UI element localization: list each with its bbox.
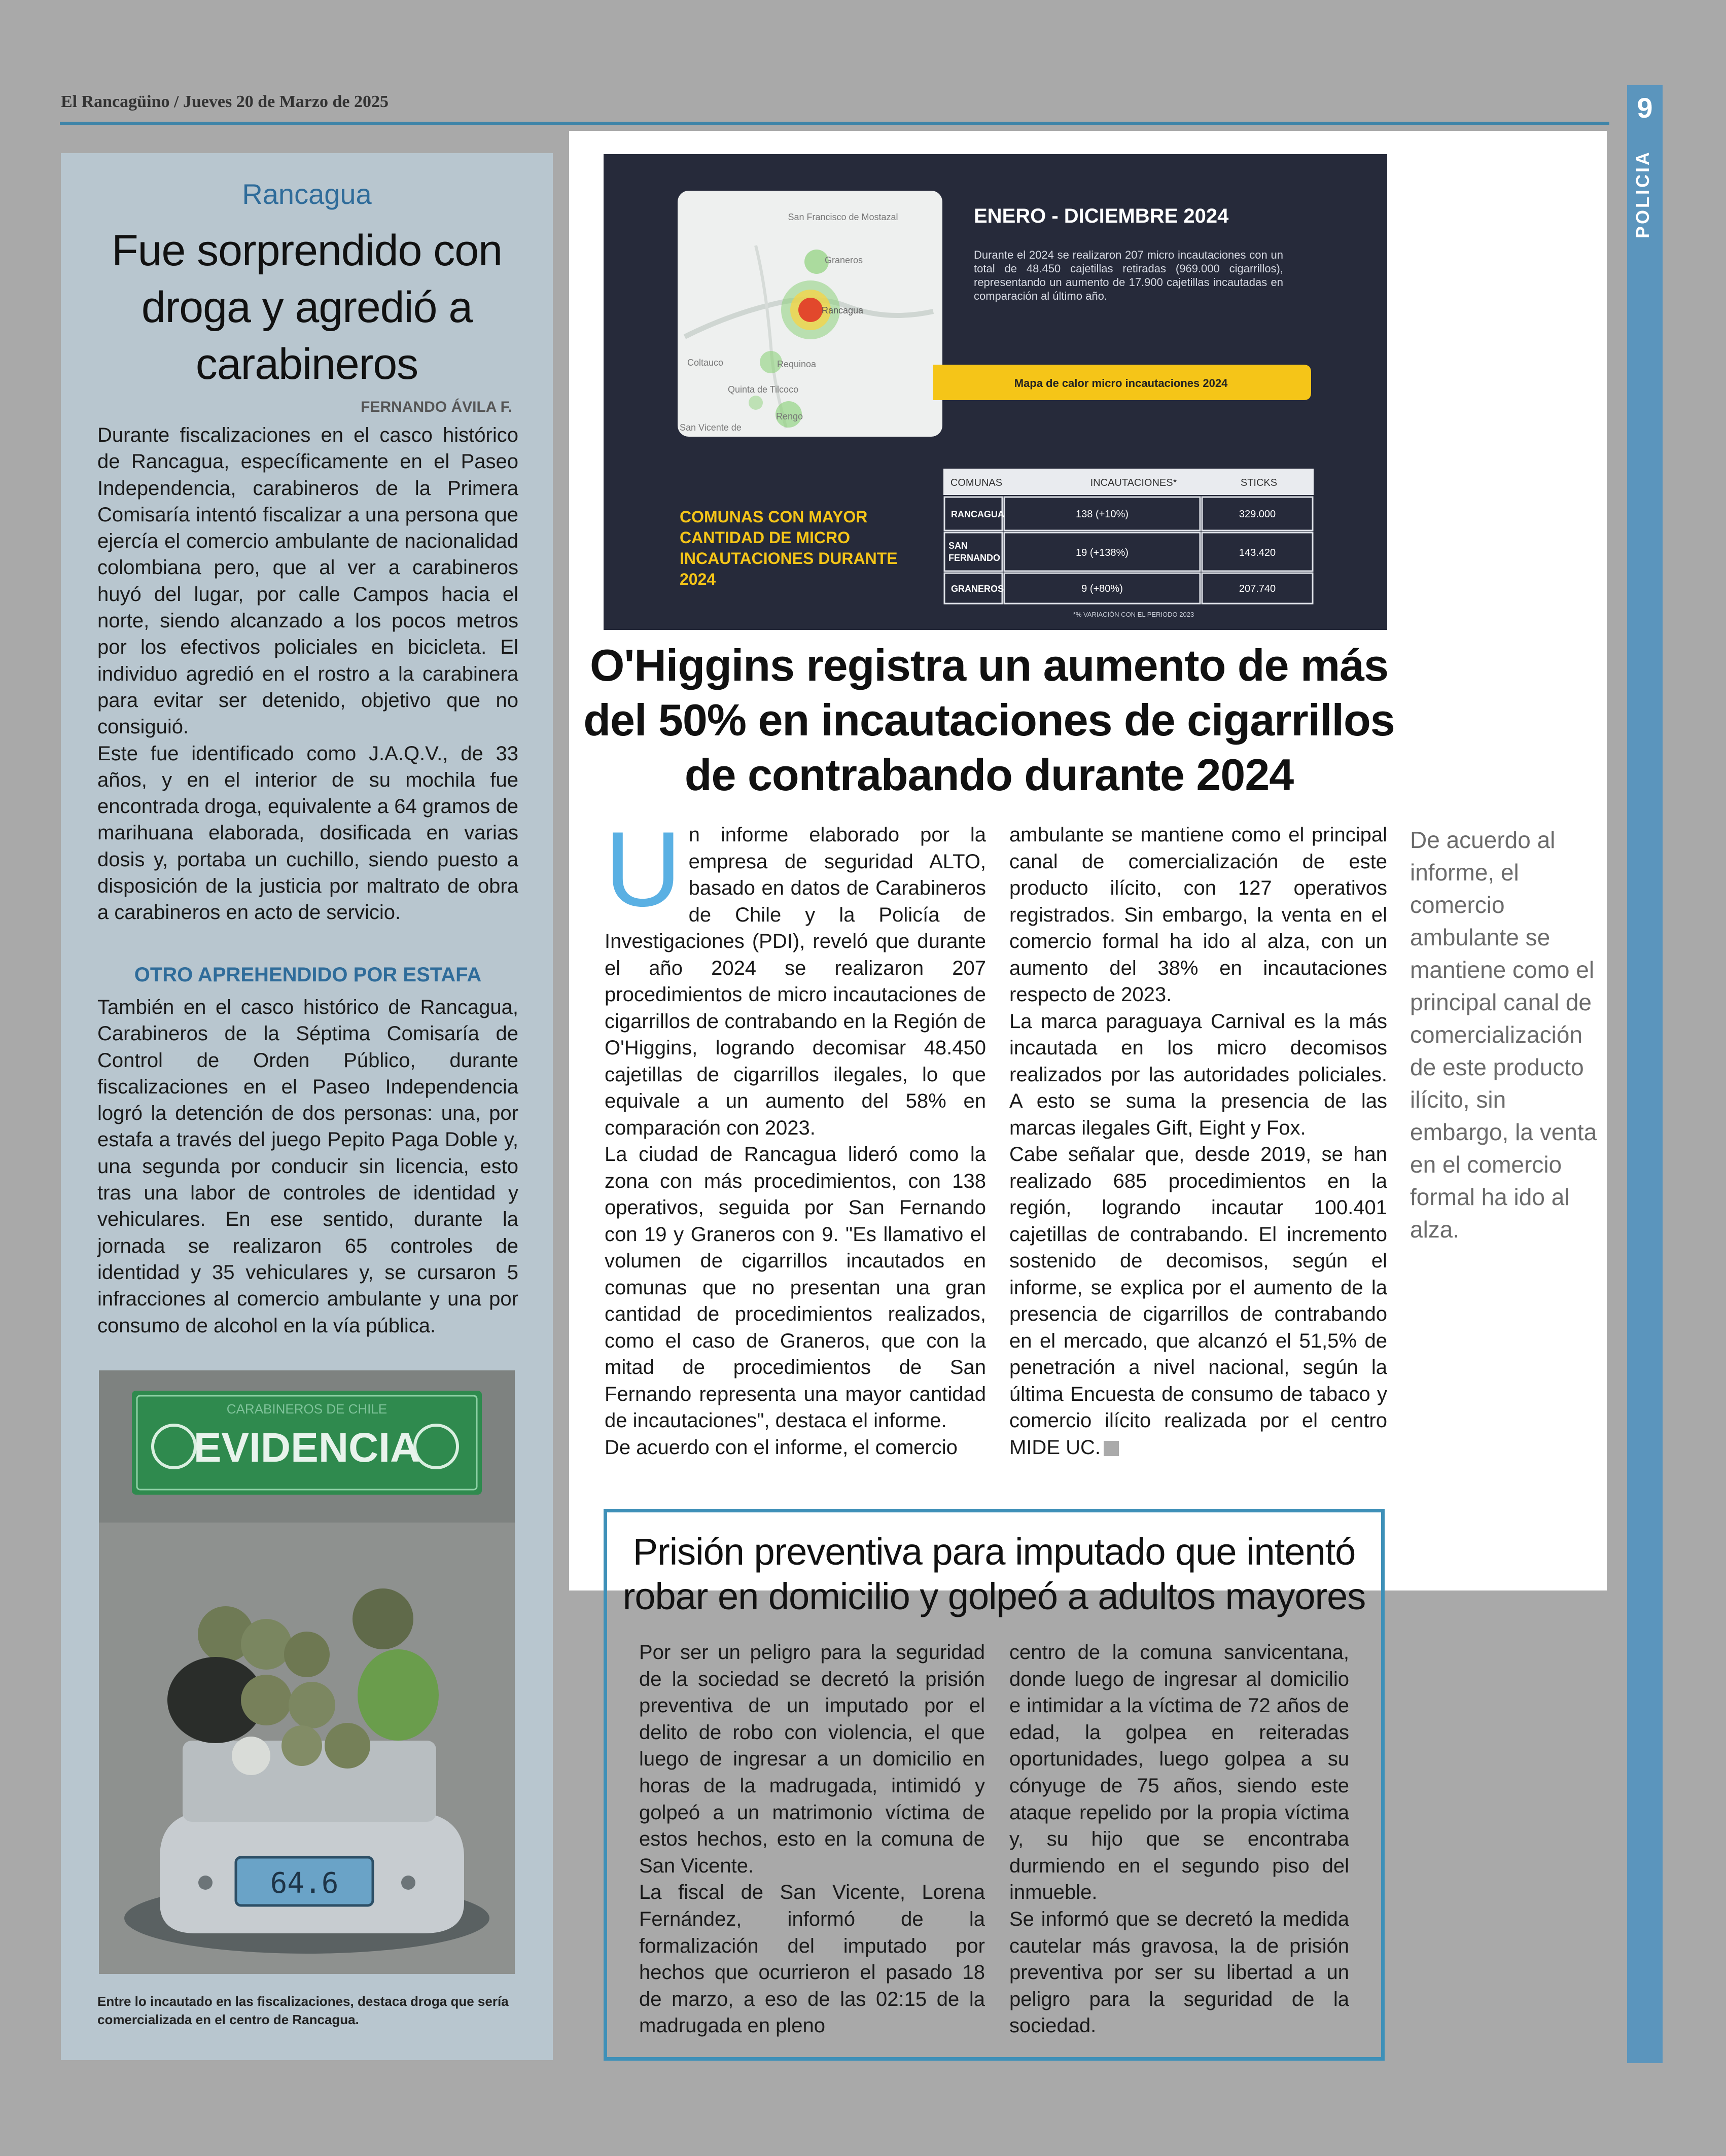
page-number: 9 [1637, 92, 1653, 124]
table-cell: 19 (+138%) [1076, 547, 1129, 558]
evidence-photo [99, 1370, 515, 1974]
comunas-title: COMUNAS CON MAYOR CANTIDAD DE MICRO INCAUTACIONES DURANTE 2024 [680, 508, 898, 588]
left-article-title: Fue sorprendido con droga y agredió a carabineros [112, 226, 502, 388]
map-label: Coltauco [687, 358, 724, 368]
paragraph: La ciudad de Rancagua lideró como la zona con más procedimientos, con 138 operativos, seguida por San Fernando con 19 y Graneros con 9. "Es llamativo el volumen de cigarrillos incautados en comunas que no presentan una gran cantidad de procedimientos realizados, como el caso de Graneros, que con la mitad de procedimientos de San Fernando representa una mayor cantidad de incautaciones", destaca el informe. [605, 1143, 986, 1432]
paragraph: Por ser un peligro para la seguridad de la sociedad se decretó la prisión preventiva de un imputado por el delito de robo con violencia, el que luego de ingresar a un domicilio en horas de la madrugada, intimidó y golpeó a un matrimonio víctima de estos hechos, esto en la comuna de San Vicente. [639, 1641, 985, 1877]
paragraph [1009, 1141, 1387, 1461]
publication-header: El Rancagüino / Jueves 20 de Marzo de 2025 [61, 92, 389, 111]
period-title: ENERO - DICIEMBRE 2024 [974, 205, 1229, 227]
main-article-column-1 [605, 809, 986, 1461]
article-kicker: Rancagua [242, 178, 372, 210]
boxed-article-column-2 [1009, 1639, 1349, 2039]
map-label: Graneros [825, 255, 863, 265]
table-header: COMUNAS [950, 477, 1003, 488]
drop-cap: U [605, 809, 682, 929]
main-headline: O'Higgins registra un aumento de más del 50% en incautaciones de cigarrillos de contrabando durante 2024 [583, 640, 1395, 800]
table-cell: RANCAGUA [951, 509, 1004, 519]
map-label: Rengo [776, 411, 803, 421]
paragraph: Durante fiscalizaciones en el casco histórico de Rancagua, específicamente en el Paseo Independencia, carabineros de la Primera Comisaría intentó fiscalizar a una persona que ejercía el comercio ambulante de nacionalidad colombiana pero, que al ver a carabineros huyó del lugar, por calle Campos hacia el norte, siendo alcanzado a los pocos metros por los efectivos policiales en bicicleta. El individuo agredió en el rostro a la carabinera para evitar ser detenido, objetivo que no consiguió. [97, 424, 518, 738]
table-cell: GRANEROS [951, 584, 1004, 594]
left-article-body-2 [97, 994, 518, 1339]
period-summary: Durante el 2024 se realizaron 207 micro incautaciones con un total de 48.450 cajetillas retiradas (969.000 cigarrillos), representando un aumento de 17.900 cajetillas incautadas en comparación al último año. [974, 249, 1283, 302]
scale-reading: 64.6 [270, 1867, 339, 1900]
boxed-article-title: Prisión preventiva para imputado que intentó robar en domicilio y golpeó a adultos mayores [622, 1531, 1366, 1617]
table-header: STICKS [1240, 477, 1278, 488]
left-article-body [97, 422, 518, 926]
boxed-article-column-1 [639, 1639, 985, 2039]
table-cell: 138 (+10%) [1076, 509, 1129, 520]
main-article-column-2 [1009, 822, 1387, 1461]
green-bag [358, 1649, 439, 1741]
paragraph: De acuerdo con el informe, el comercio [605, 1436, 958, 1459]
paragraph: Se informó que se decretó la medida cautelar más gravosa, la de prisión preventiva por ser su libertad a un peligro para la seguridad de la sociedad. [1009, 1907, 1349, 2037]
table-cell: 329.000 [1239, 509, 1276, 520]
paragraph: También en el casco histórico de Rancagua, Carabineros de la Séptima Comisaría de Control de Orden Público, durante fiscalizaciones en el Paseo Independencia logró la detención de dos personas: una, por estafa a través del juego Pepito Paga Doble y, una segunda por conducir sin licencia, esto tras una labor de controles de identidad y vehiculares. En ese sentido, durante la jornada se realizaron 65 controles de identidad y 35 vehiculares y, se cursaron 5 infracciones al comercio ambulante y una por consumo de alcohol en la vía pública. [97, 996, 518, 1337]
sign-text: EVIDENCIA [193, 1425, 420, 1471]
paragraph: n informe elaborado por la empresa de seguridad ALTO, basado en datos de Carabineros de Chile y la Policía de Investigaciones (PDI), reveló que durante el año 2024 se realizaron 207 procedimientos de micro incautaciones de cigarrillos de contrabando en la Región de O'Higgins, logrando decomisar 48.450 cajetillas de cigarrillos ilegales, lo que equivale a un aumento del 58% en comparación con 2023. [605, 824, 986, 1139]
table-cell: 143.420 [1239, 547, 1276, 558]
map-label: Quinta de Tilcoco [728, 384, 799, 395]
section-side-tab [1627, 85, 1663, 2063]
infographic-illustration [604, 154, 1387, 630]
header-rule [60, 122, 1609, 125]
map-label: Requinoa [777, 359, 817, 369]
paragraph: ambulante se mantiene como el principal canal de comercialización de este producto ilícito, con 127 operativos registrados. Sin embargo, la venta en el comercio formal ha ido al alza, con un aumento del 38% en incautaciones respecto de 2023. [1009, 824, 1387, 1006]
evidence-photo-illustration [99, 1370, 515, 1974]
paragraph: La marca paraguaya Carnival es la más incautada en los micro decomisos realizados por las autoridades policiales. A esto se suma la presencia de las marcas ilegales Gift, Eight y Fox. [1009, 1010, 1387, 1139]
photo-caption: Entre lo incautado en las fiscalizaciones, destaca droga que sería comercializada en el centro de Rancagua. [97, 1994, 509, 2027]
table-header: INCAUTACIONES* [1090, 477, 1177, 488]
paragraph-text: Cabe señalar que, desde 2019, se han realizado 685 procedimientos en la región, logrando incautar 100.401 cajetillas de contrabando. El incremento sostenido de decomisos, según el informe, se explica por el aumento de la presencia de cigarrillos de contrabando en el mercado, que alcanzó el 51,5% de penetración a nivel nacional, según la última Encuesta de consumo de tabaco y comercio ilícito realizada por el centro MIDE UC. [1009, 1143, 1387, 1459]
sign-small-text: CARABINEROS DE CHILE [226, 1401, 388, 1417]
end-of-article-icon [1104, 1441, 1119, 1456]
table-cell: 207.740 [1239, 583, 1276, 594]
left-article-subhead: OTRO APREHENDIDO POR ESTAFA [134, 964, 482, 986]
paragraph: La fiscal de San Vicente, Lorena Fernández, informó de la formalización del imputado por hechos que ocurrieron el pasado 18 de marzo, a eso de las 02:15 de la madrugada en pleno [639, 1881, 985, 2037]
map-label: San Francisco de Mostazal [788, 212, 898, 222]
article-byline: FERNANDO ÁVILA F. [361, 399, 512, 415]
table-note: *% VARIACIÓN CON EL PERIODO 2023 [1073, 611, 1194, 618]
section-name: POLICIA [1632, 150, 1653, 238]
table-cell: SAN FERNANDO [948, 541, 1000, 563]
map-label: Rancagua [822, 305, 864, 315]
paragraph: Este fue identificado como J.A.Q.V., de 33 años, y en el interior de su mochila fue encontrada droga, equivalente a 64 gramos de marihuana elaborada, dosificada en varias dosis y, portaba un cuchillo, siendo puesto a disposición de la justicia por maltrato de obra a carabineros en acto de servicio. [97, 742, 518, 924]
table-cell: 9 (+80%) [1081, 583, 1123, 594]
infographic [604, 154, 1387, 630]
comunas-table [943, 469, 1314, 618]
paragraph: centro de la comuna sanvicentana, donde luego de ingresar al domicilio e intimidar a la víctima de 72 años de edad, la golpea en reiteradas oportunidades, luego golpea a su cónyuge de 75 años, siendo este ataque repelido por la propia víctima y, su hijo que se encontraba durmiendo en el segundo piso del inmueble. [1009, 1641, 1349, 1904]
pull-quote: De acuerdo al informe, el comercio ambulante se mantiene como el principal canal de comercialización de este producto ilícito, sin embargo, la venta en el comercio formal ha ido al alza. [1410, 827, 1597, 1243]
map-label: San Vicente de [680, 422, 742, 433]
map-badge-text: Mapa de calor micro incautaciones 2024 [1014, 377, 1228, 390]
